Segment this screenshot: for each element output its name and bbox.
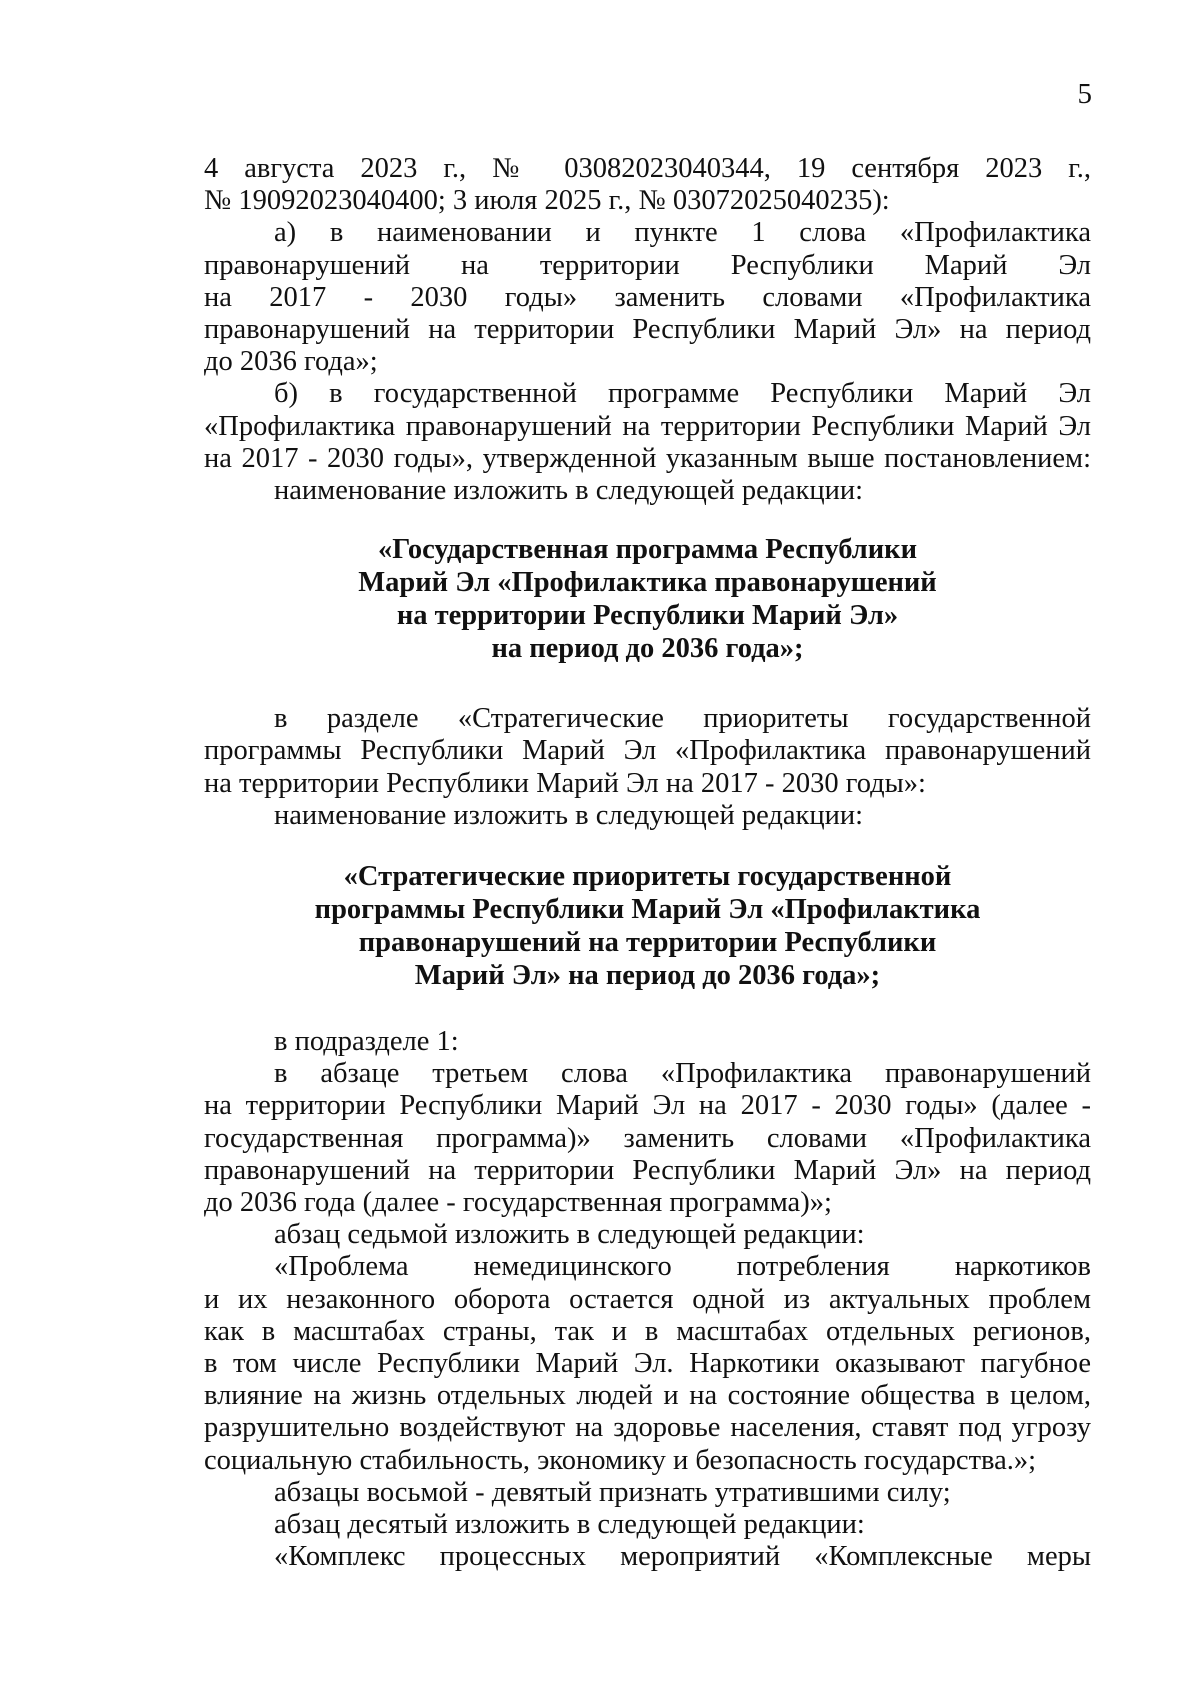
text-line: наименование изложить в следующей редакции: [274, 475, 864, 507]
text-line: влияние на жизнь отдельных людей и на состояние общества в целом, [204, 1380, 1091, 1412]
text-line: и их незаконного оборота остается одной из актуальных проблем [204, 1283, 1091, 1315]
text-line: «Профилактика правонарушений на территории Республики Марий Эл [204, 410, 1091, 442]
heading-line: правонарушений на территории Республики [358, 927, 937, 959]
text-line: на 2017 - 2030 годы» заменить словами «Профилактика [204, 281, 1091, 313]
text-line: а) в наименовании и пункте 1 слова «Профилактика [274, 217, 1091, 249]
page-number: 5 [1077, 78, 1092, 110]
text-line: правонарушений на территории Республики Марий Эл» на период [204, 1154, 1091, 1186]
heading-line: Марий Эл» на период до 2036 года»; [414, 960, 881, 992]
document-body [204, 153, 1091, 1574]
text-line: разрушительно воздействуют на здоровье населения, ставят под угрозу [204, 1412, 1091, 1444]
text-line: на территории Республики Марий Эл на 2017 - 2030 годы»: [204, 767, 926, 799]
text-line: в абзаце третьем слова «Профилактика правонарушений [274, 1058, 1091, 1090]
text-line: в том числе Республики Марий Эл. Наркотики оказывают пагубное [204, 1348, 1091, 1380]
text-line: «Комплекс процессных мероприятий «Комплексные меры [274, 1541, 1091, 1573]
text-line: на 2017 - 2030 годы», утвержденной указанным выше постановлением: [204, 442, 1091, 474]
text-line: правонарушений на территории Республики Марий Эл [204, 249, 1091, 281]
text-line: наименование изложить в следующей редакции: [274, 799, 864, 831]
text-line: социальную стабильность, экономику и безопасность государства.»; [204, 1444, 1037, 1476]
heading-line: «Государственная программа Республики [377, 534, 918, 566]
heading-line: на территории Республики Марий Эл» [396, 600, 899, 632]
text-line: на территории Республики Марий Эл на 2017 - 2030 годы» (далее - [204, 1090, 1091, 1122]
text-line: абзац седьмой изложить в следующей редакции: [274, 1219, 865, 1251]
heading-line: программы Республики Марий Эл «Профилактика [314, 894, 981, 926]
text-line: до 2036 года (далее - государственная программа)»; [204, 1187, 832, 1219]
text-line: «Проблема немедицинского потребления наркотиков [274, 1251, 1091, 1283]
text-line: абзац десятый изложить в следующей редакции: [274, 1509, 865, 1541]
text-line: в разделе «Стратегические приоритеты государственной [274, 703, 1091, 735]
text-line: абзацы восьмой - девятый признать утратившими силу; [274, 1476, 951, 1508]
text-line: как в масштабах страны, так и в масштабах отдельных регионов, [204, 1315, 1091, 1347]
text-line: правонарушений на территории Республики Марий Эл» на период [204, 314, 1091, 346]
text-line: б) в государственной программе Республики Марий Эл [274, 378, 1091, 410]
section-heading [204, 533, 1091, 665]
heading-line: Марий Эл «Профилактика правонарушений [358, 567, 937, 599]
heading-line: на период до 2036 года»; [491, 633, 804, 665]
text-line: государственная программа)» заменить словами «Профилактика [204, 1122, 1091, 1154]
heading-line: «Стратегические приоритеты государственной [343, 861, 952, 893]
text-line: в подразделе 1: [274, 1026, 459, 1058]
section-heading [204, 860, 1091, 992]
text-line: программы Республики Марий Эл «Профилактика правонарушений [204, 735, 1091, 767]
text-line: до 2036 года»; [204, 346, 378, 378]
text-line: 4 августа 2023 г., № 03082023040344, 19 сентября 2023 г., [204, 153, 1091, 184]
text-line: № 19092023040400; 3 июля 2025 г., № 03072025040235): [204, 185, 890, 217]
